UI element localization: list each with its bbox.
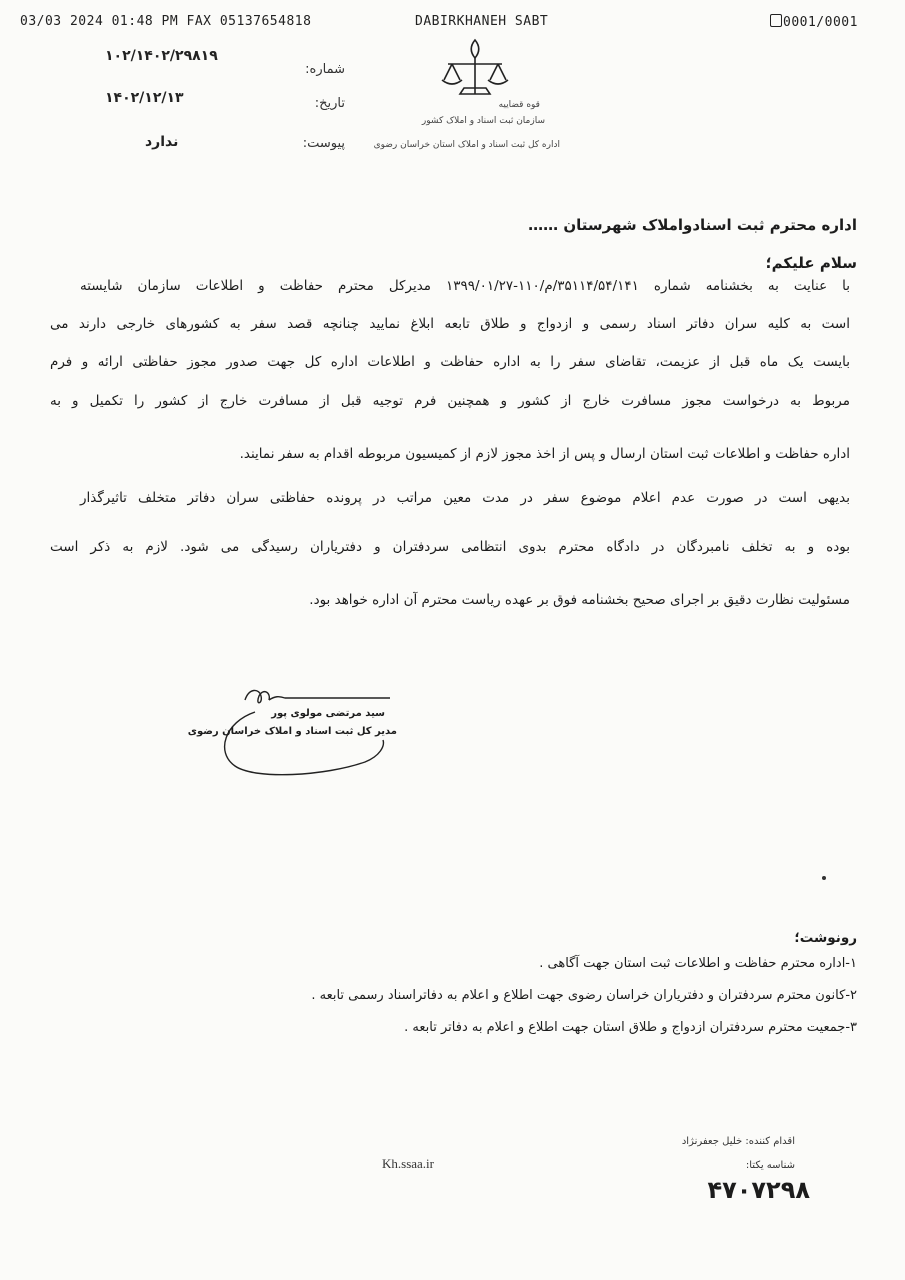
tracking-label: شناسه یکتا: [745,1160,795,1171]
judiciary-emblem-icon [430,34,520,102]
letter-number-label: شماره: [305,62,345,77]
signatory-name: سید مرتضی مولوی پور [271,708,385,719]
letter-date-label: تاریخ: [314,96,345,111]
paragraph-1-line-5: اداره حفاظت و اطلاعات ثبت استان ارسال و پس از اخذ مجوز لازم از کمیسیون مربوطه اقدام به سفر نمایند. [239,446,850,462]
fax-sender: DABIRKHANEH SABT [415,14,549,29]
paragraph-1-line-1: با عنایت به بخشنامه شماره ۳۵۱۱۴/۵۴/۱۴۱/م/۱۱۰-۱۳۹۹/۰۱/۲۷ مدیرکل محترم حفاظت و اطلاعات سازمان شایسته [80,278,851,294]
paragraph-1-line-3: بایست یک ماه قبل از عزیمت، تقاضای سفر را به اداره حفاظت و اطلاعات اداره کل جهت صدور مجوز حفاظتی ارائه و فرم [50,354,850,370]
paragraph-1-line-2: است به کلیه سران دفاتر اسناد رسمی و ازدواج و طلاق تابعه ابلاغ نمایید چنانچه قصد سفر به کشورهای خارجی دارند می [50,316,850,332]
attachment-value: ندارد [145,134,179,150]
letterhead-line-1: قوه قضاییه [498,100,540,110]
copy-item-3: ۳-جمعیت محترم سردفتران ازدواج و طلاق استان جهت اطلاع و اعلام به دفاتر تابعه . [404,1020,857,1035]
signatory-title: مدیر کل ثبت اسناد و املاک خراسان رضوی [187,726,397,737]
tracking-number: ۴۷۰۷۲۹۸ [707,1176,810,1204]
letter-date: ۱۴۰۲/۱۲/۱۳ [105,90,184,106]
action-by: اقدام کننده: خلیل جعفرنژاد [681,1136,795,1147]
recipient-line: اداره محترم ثبت اسنادواملاک شهرستان …… [528,216,857,234]
website-watermark: Kh.ssaa.ir [382,1156,434,1171]
page-icon [770,14,782,27]
copy-item-2: ۲-کانون محترم سردفتران و دفتریاران خراسان رضوی جهت اطلاع و اعلام به دفاتراسناد رسمی تابعه . [311,988,857,1003]
fax-page-number: 0001/0001 [770,14,858,30]
fax-datetime: 03/03 2024 01:48 PM FAX 05137654818 [20,14,312,29]
letterhead-line-2: سازمان ثبت اسناد و املاک کشور [421,116,545,126]
paragraph-2-line-2: بوده و به تخلف نامبردگان در دادگاه محترم بدوی انتظامی سردفتران و دفتریاران رسیدگی می شود. لازم به ذکر است [50,539,850,555]
copies-heading: رونوشت؛ [794,930,857,946]
attachment-label: پیوست: [302,136,345,151]
copy-item-1: ۱-اداره محترم حفاظت و اطلاعات ثبت استان جهت آگاهی . [539,956,857,971]
speck-dot [822,876,826,880]
paragraph-1-line-4: مربوط به درخواست مجوز مسافرت خارج از کشور و همچنین فرم توجیه قبل از مسافرت خارج از کشور را تکمیل و به [50,393,850,409]
paragraph-2-line-3: مسئولیت نظارت دقیق بر اجرای صحیح بخشنامه فوق بر عهده ریاست محترم آن اداره خواهد بود. [309,592,850,608]
paragraph-2-line-1: بدیهی است در صورت عدم اعلام موضوع سفر در مدت معین مراتب در پرونده حفاظتی سران دفاتر متخلف تاثیرگذار [80,490,850,506]
letter-number: ۱۰۲/۱۴۰۲/۲۹۸۱۹ [105,48,218,64]
letterhead-line-3: اداره کل ثبت اسناد و املاک استان خراسان رضوی [373,140,560,150]
greeting: سلام علیکم؛ [765,254,857,272]
